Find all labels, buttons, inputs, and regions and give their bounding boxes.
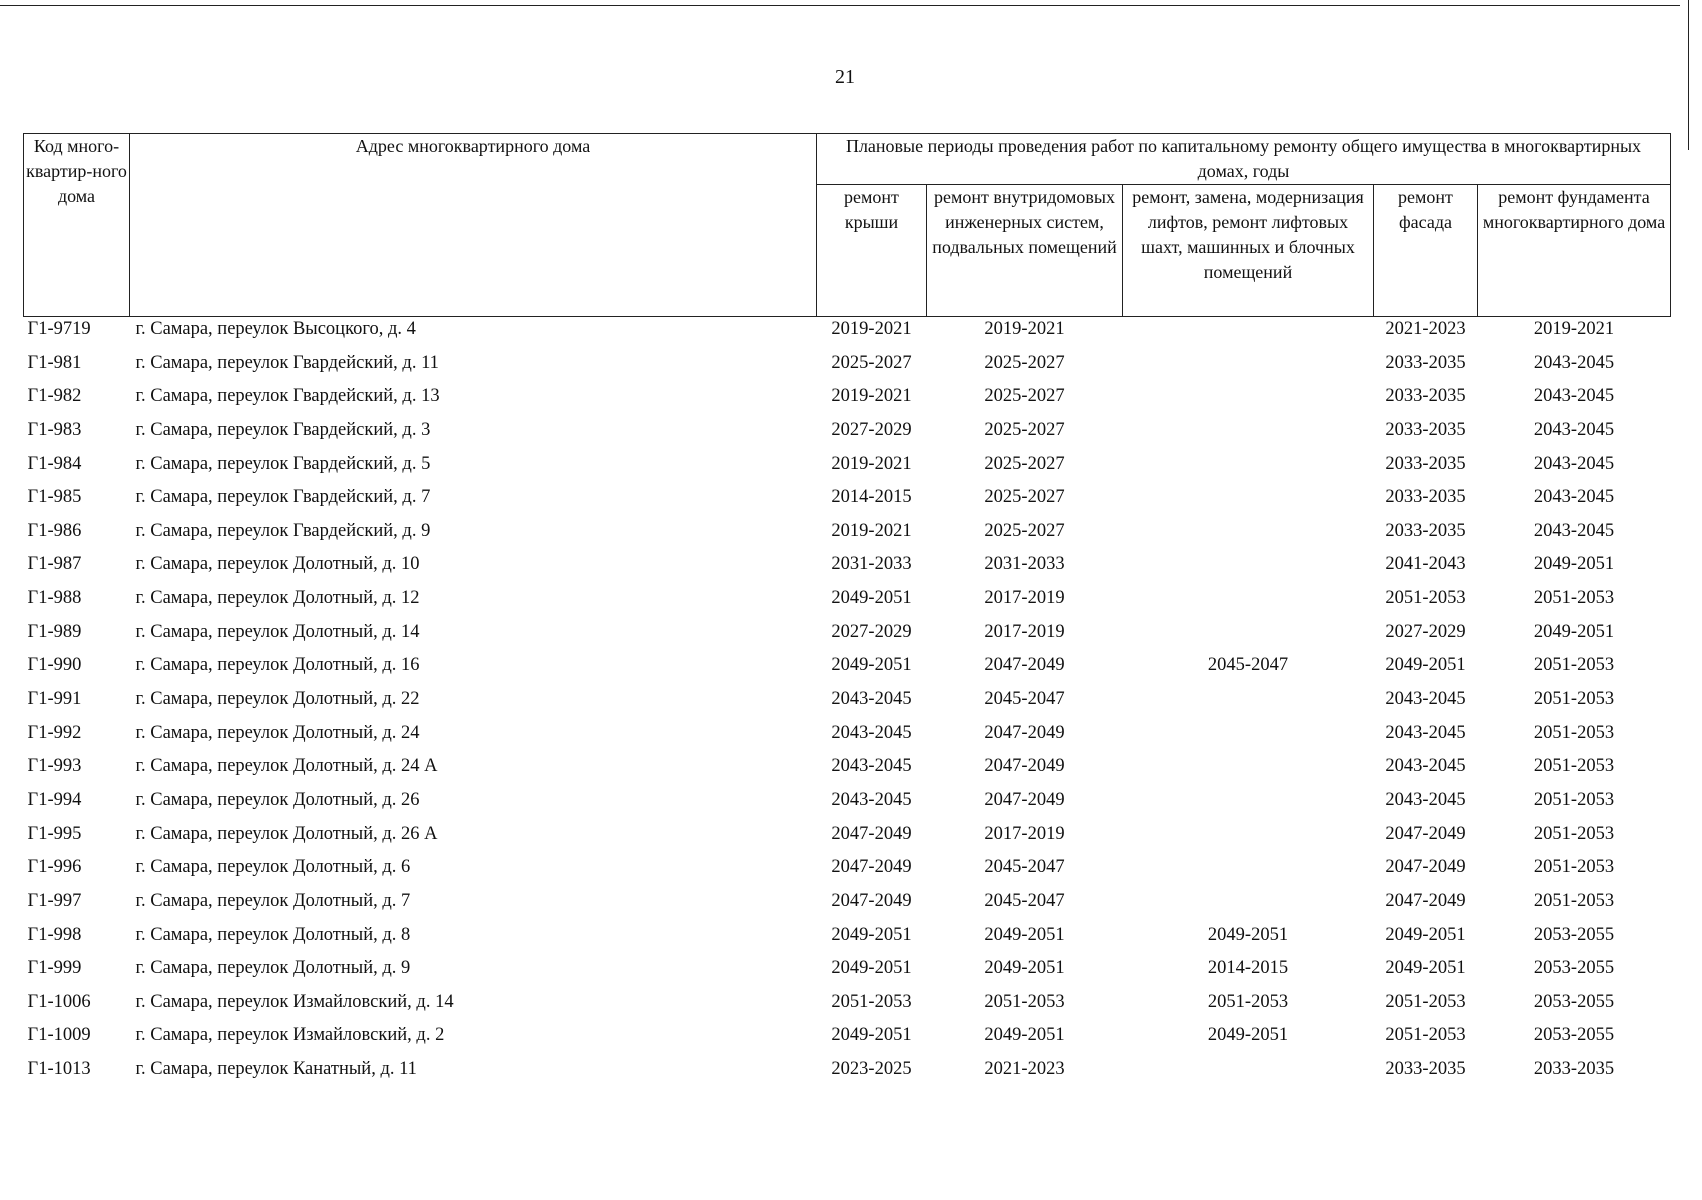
- cell-facade: 2047-2049: [1385, 823, 1466, 844]
- cell-roof: 2049-2051: [831, 958, 912, 979]
- cell-systems: 2025-2027: [984, 386, 1065, 407]
- cell-address: г. Самара, переулок Долотный, д. 22: [135, 689, 420, 710]
- cell-lifts: [1123, 620, 1374, 654]
- cell-lifts: [1123, 452, 1374, 486]
- cell-address: г. Самара, переулок Долотный, д. 26 А: [135, 823, 438, 844]
- cell-address: г. Самара, переулок Долотный, д. 8: [135, 924, 411, 945]
- table-header: [24, 134, 1671, 317]
- cell-lifts: [1123, 384, 1374, 418]
- cell-roof: 2051-2053: [831, 991, 912, 1012]
- table-row: [24, 923, 1671, 957]
- cell-roof: 2019-2021: [831, 453, 912, 474]
- cell-facade: 2051-2053: [1385, 588, 1466, 609]
- cell-lifts: [1123, 855, 1374, 889]
- cell-address: г. Самара, переулок Долотный, д. 26: [135, 789, 420, 810]
- cell-lifts: [1123, 586, 1374, 620]
- cell-code: Г1-988: [27, 588, 82, 609]
- cell-code: Г1-995: [27, 823, 82, 844]
- cell-roof: 2049-2051: [831, 924, 912, 945]
- cell-roof: 2043-2045: [831, 756, 912, 777]
- cell-roof: 2023-2025: [831, 1059, 912, 1080]
- cell-lifts: [1123, 687, 1374, 721]
- cell-facade: 2047-2049: [1385, 890, 1466, 911]
- cell-foundation: 2051-2053: [1533, 890, 1615, 911]
- cell-foundation: 2053-2055: [1533, 1025, 1615, 1046]
- cell-facade: 2043-2045: [1385, 789, 1466, 810]
- cell-foundation: 2053-2055: [1533, 958, 1615, 979]
- cell-foundation: 2043-2045: [1533, 419, 1615, 440]
- table-row: [24, 788, 1671, 822]
- cell-lifts: [1123, 485, 1374, 519]
- cell-foundation: 2043-2045: [1533, 453, 1615, 474]
- table-row: [24, 687, 1671, 721]
- cell-facade: 2033-2035: [1385, 386, 1466, 407]
- table-row: [24, 1057, 1671, 1091]
- cell-lifts: [1123, 351, 1374, 385]
- cell-code: Г1-991: [27, 689, 82, 710]
- cell-facade: 2033-2035: [1385, 1059, 1466, 1080]
- cell-code: Г1-999: [27, 958, 82, 979]
- cell-roof: 2027-2029: [831, 621, 912, 642]
- cell-facade: 2021-2023: [1385, 319, 1466, 339]
- cell-foundation: 2043-2045: [1533, 520, 1615, 541]
- cell-lifts: [1123, 552, 1374, 586]
- cell-facade: 2049-2051: [1385, 958, 1466, 979]
- cell-foundation: 2051-2053: [1533, 689, 1615, 710]
- cell-roof: 2049-2051: [831, 588, 912, 609]
- cell-address: г. Самара, переулок Долотный, д. 14: [135, 621, 420, 642]
- cell-facade: 2041-2043: [1385, 554, 1466, 575]
- cell-roof: 2047-2049: [831, 823, 912, 844]
- header-systems: ремонт внутридомовых инженерных систем, подвальных помещений: [927, 185, 1123, 317]
- cell-roof: 2043-2045: [831, 789, 912, 810]
- cell-roof: 2019-2021: [831, 386, 912, 407]
- capital-repair-table: [23, 133, 1671, 1091]
- cell-code: Г1-998: [27, 924, 82, 945]
- cell-address: г. Самара, переулок Гвардейский, д. 5: [135, 453, 431, 474]
- header-foundation: ремонт фундамента многоквартирного дома: [1478, 185, 1671, 317]
- table-row: [24, 351, 1671, 385]
- cell-roof: 2043-2045: [831, 689, 912, 710]
- cell-facade: 2033-2035: [1385, 419, 1466, 440]
- cell-systems: 2017-2019: [984, 823, 1065, 844]
- table-row: [24, 317, 1671, 351]
- cell-foundation: 2019-2021: [1533, 319, 1615, 339]
- cell-foundation: 2051-2053: [1533, 857, 1615, 878]
- cell-facade: 2049-2051: [1385, 924, 1466, 945]
- cell-facade: 2043-2045: [1385, 756, 1466, 777]
- header-address: Адрес многоквартирного дома: [130, 134, 817, 317]
- table-row: [24, 754, 1671, 788]
- cell-facade: 2033-2035: [1385, 352, 1466, 373]
- cell-foundation: 2033-2035: [1533, 1059, 1615, 1080]
- cell-foundation: 2051-2053: [1533, 823, 1615, 844]
- table-row: [24, 855, 1671, 889]
- cell-systems: 2047-2049: [984, 789, 1065, 810]
- cell-facade: 2051-2053: [1385, 991, 1466, 1012]
- cell-systems: 2025-2027: [984, 352, 1065, 373]
- page-number: 21: [835, 66, 855, 88]
- cell-facade: 2043-2045: [1385, 722, 1466, 743]
- cell-code: Г1-983: [27, 419, 82, 440]
- cell-systems: 2051-2053: [984, 991, 1065, 1012]
- cell-facade: 2049-2051: [1385, 655, 1466, 676]
- cell-roof: 2014-2015: [831, 487, 912, 508]
- cell-code: Г1-994: [27, 789, 82, 810]
- cell-roof: 2049-2051: [831, 1025, 912, 1046]
- table-row: [24, 586, 1671, 620]
- cell-address: г. Самара, переулок Долотный, д. 24 А: [135, 756, 438, 777]
- table-row: [24, 519, 1671, 553]
- cell-code: Г1-989: [27, 621, 82, 642]
- cell-systems: 2025-2027: [984, 487, 1065, 508]
- cell-code: Г1-992: [27, 722, 82, 743]
- cell-lifts: [1123, 889, 1374, 923]
- cell-address: г. Самара, переулок Гвардейский, д. 11: [135, 352, 439, 373]
- cell-systems: 2045-2047: [984, 689, 1065, 710]
- table-row: [24, 721, 1671, 755]
- header-roof: ремонт крыши: [817, 185, 927, 317]
- cell-foundation: 2051-2053: [1533, 722, 1615, 743]
- table-row: [24, 889, 1671, 923]
- cell-systems: 2049-2051: [984, 958, 1065, 979]
- table-row: [24, 822, 1671, 856]
- cell-roof: 2031-2033: [831, 554, 912, 575]
- cell-facade: 2027-2029: [1385, 621, 1466, 642]
- cell-address: г. Самара, переулок Гвардейский, д. 7: [135, 487, 431, 508]
- cell-foundation: 2049-2051: [1533, 554, 1615, 575]
- cell-systems: 2045-2047: [984, 890, 1065, 911]
- top-border-line: [0, 5, 1680, 6]
- cell-facade: 2051-2053: [1385, 1025, 1466, 1046]
- cell-lifts: 2014-2015: [1207, 958, 1289, 979]
- cell-address: г. Самара, переулок Долотный, д. 10: [135, 554, 420, 575]
- cell-systems: 2025-2027: [984, 419, 1065, 440]
- cell-foundation: 2043-2045: [1533, 386, 1615, 407]
- cell-systems: 2017-2019: [984, 621, 1065, 642]
- table-row: [24, 653, 1671, 687]
- header-code: Код много-квартир-ного дома: [24, 134, 130, 317]
- cell-lifts: 2051-2053: [1207, 991, 1289, 1012]
- header-periods-group: Плановые периоды проведения работ по капитальному ремонту общего имущества в многоквартирных домах, годы: [817, 134, 1671, 185]
- cell-facade: 2033-2035: [1385, 487, 1466, 508]
- cell-facade: 2043-2045: [1385, 689, 1466, 710]
- cell-systems: 2031-2033: [984, 554, 1065, 575]
- cell-roof: 2047-2049: [831, 890, 912, 911]
- table-row: [24, 485, 1671, 519]
- cell-lifts: 2049-2051: [1207, 924, 1289, 945]
- cell-facade: 2033-2035: [1385, 453, 1466, 474]
- table-row: [24, 990, 1671, 1024]
- cell-lifts: 2045-2047: [1207, 655, 1289, 676]
- cell-foundation: 2051-2053: [1533, 588, 1615, 609]
- cell-systems: 2017-2019: [984, 588, 1065, 609]
- cell-code: Г1-1006: [27, 991, 91, 1012]
- cell-lifts: [1123, 317, 1374, 351]
- cell-code: Г1-997: [27, 890, 82, 911]
- cell-systems: 2021-2023: [984, 1059, 1065, 1080]
- cell-systems: 2047-2049: [984, 722, 1065, 743]
- table-body: [24, 317, 1671, 1091]
- cell-address: г. Самара, переулок Долотный, д. 6: [135, 857, 411, 878]
- cell-roof: 2019-2021: [831, 520, 912, 541]
- cell-address: г. Самара, переулок Измайловский, д. 2: [135, 1025, 445, 1046]
- cell-address: г. Самара, переулок Долотный, д. 24: [135, 722, 420, 743]
- cell-code: Г1-993: [27, 756, 82, 777]
- cell-code: Г1-9719: [27, 319, 91, 339]
- cell-code: Г1-982: [27, 386, 82, 407]
- cell-roof: 2025-2027: [831, 352, 912, 373]
- cell-code: Г1-984: [27, 453, 82, 474]
- cell-lifts: [1123, 754, 1374, 788]
- cell-lifts: 2049-2051: [1207, 1025, 1289, 1046]
- table-row: [24, 620, 1671, 654]
- cell-lifts: [1123, 822, 1374, 856]
- cell-foundation: 2049-2051: [1533, 621, 1615, 642]
- cell-roof: 2049-2051: [831, 655, 912, 676]
- cell-lifts: [1123, 721, 1374, 755]
- cell-facade: 2047-2049: [1385, 857, 1466, 878]
- cell-code: Г1-1009: [27, 1025, 91, 1046]
- cell-code: Г1-985: [27, 487, 82, 508]
- cell-address: г. Самара, переулок Канатный, д. 11: [135, 1059, 417, 1080]
- cell-code: Г1-990: [27, 655, 82, 676]
- cell-address: г. Самара, переулок Высоцкого, д. 4: [135, 319, 416, 339]
- table-row: [24, 418, 1671, 452]
- table-row: [24, 1023, 1671, 1057]
- header-lifts: ремонт, замена, модернизация лифтов, ремонт лифтовых шахт, машинных и блочных помещений: [1123, 185, 1374, 317]
- cell-roof: 2027-2029: [831, 419, 912, 440]
- cell-facade: 2033-2035: [1385, 520, 1466, 541]
- cell-lifts: [1123, 519, 1374, 553]
- cell-roof: 2043-2045: [831, 722, 912, 743]
- cell-foundation: 2051-2053: [1533, 756, 1615, 777]
- table-row: [24, 552, 1671, 586]
- cell-code: Г1-987: [27, 554, 82, 575]
- cell-lifts: [1123, 1057, 1374, 1091]
- cell-systems: 2019-2021: [984, 319, 1065, 339]
- cell-address: г. Самара, переулок Долотный, д. 7: [135, 890, 411, 911]
- cell-systems: 2045-2047: [984, 857, 1065, 878]
- table-row: [24, 956, 1671, 990]
- cell-foundation: 2053-2055: [1533, 924, 1615, 945]
- cell-code: Г1-996: [27, 857, 82, 878]
- cell-address: г. Самара, переулок Гвардейский, д. 9: [135, 520, 431, 541]
- cell-roof: 2047-2049: [831, 857, 912, 878]
- table-row: [24, 384, 1671, 418]
- cell-roof: 2019-2021: [831, 319, 912, 339]
- cell-code: Г1-981: [27, 352, 82, 373]
- cell-address: г. Самара, переулок Долотный, д. 9: [135, 958, 411, 979]
- cell-systems: 2047-2049: [984, 655, 1065, 676]
- cell-address: г. Самара, переулок Долотный, д. 16: [135, 655, 420, 676]
- cell-address: г. Самара, переулок Гвардейский, д. 13: [135, 386, 440, 407]
- cell-systems: 2025-2027: [984, 453, 1065, 474]
- cell-address: г. Самара, переулок Гвардейский, д. 3: [135, 419, 431, 440]
- cell-code: Г1-986: [27, 520, 82, 541]
- cell-foundation: 2043-2045: [1533, 352, 1615, 373]
- cell-address: г. Самара, переулок Долотный, д. 12: [135, 588, 420, 609]
- cell-lifts: [1123, 788, 1374, 822]
- cell-systems: 2049-2051: [984, 1025, 1065, 1046]
- cell-systems: 2047-2049: [984, 756, 1065, 777]
- cell-foundation: 2043-2045: [1533, 487, 1615, 508]
- table-row: [24, 452, 1671, 486]
- cell-foundation: 2051-2053: [1533, 789, 1615, 810]
- cell-systems: 2025-2027: [984, 520, 1065, 541]
- cell-code: Г1-1013: [27, 1059, 91, 1080]
- header-facade: ремонт фасада: [1374, 185, 1478, 317]
- cell-foundation: 2051-2053: [1533, 655, 1615, 676]
- cell-lifts: [1123, 418, 1374, 452]
- cell-systems: 2049-2051: [984, 924, 1065, 945]
- cell-foundation: 2053-2055: [1533, 991, 1615, 1012]
- cell-address: г. Самара, переулок Измайловский, д. 14: [135, 991, 454, 1012]
